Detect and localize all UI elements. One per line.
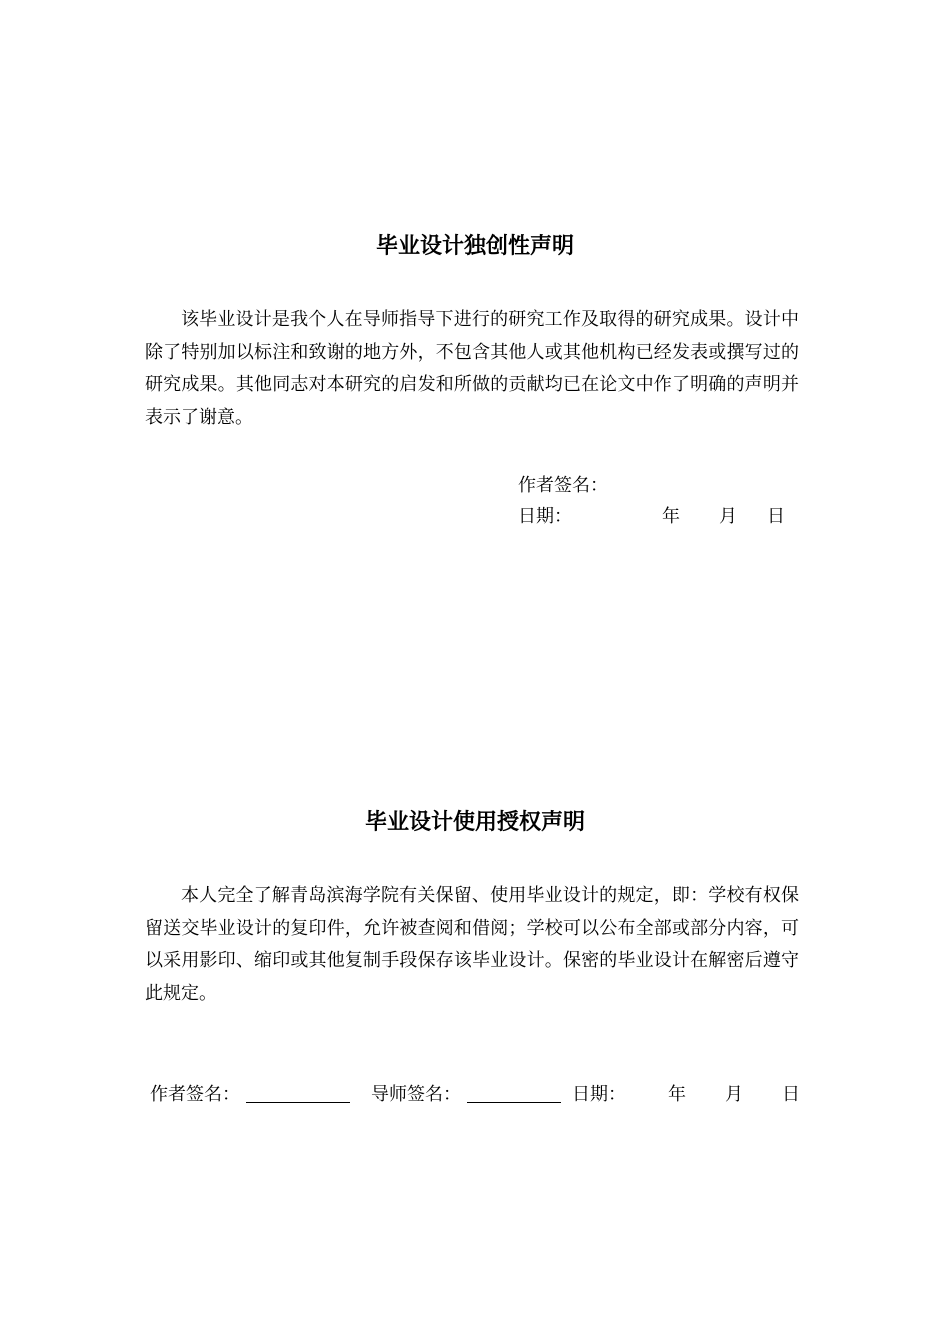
month-label: 月 (725, 1084, 743, 1105)
originality-signature-block (518, 470, 808, 532)
authorization-body: 本人完全了解青岛滨海学院有关保留、使用毕业设计的规定，即：学校有权保留送交毕业设计的复印件，允许被查阅和借阅；学校可以公布全部或部分内容，可以采用影印、缩印或其他复制手段保存该毕业设计。保密的毕业设计在解密后遵守此规定。 (145, 885, 799, 1004)
advisor-signature-label: 导师签名： (371, 1084, 461, 1105)
year-label: 年 (668, 1084, 686, 1105)
authorization-title: 毕业设计使用授权声明 (364, 810, 585, 835)
author-signature-underline (246, 1102, 350, 1103)
authorization-signature-row (0, 1080, 950, 1110)
month-label: 月 (719, 506, 737, 527)
date-label: 日期： (518, 506, 572, 527)
originality-body: 该毕业设计是我个人在导师指导下进行的研究工作及取得的研究成果。设计中除了特别加以标注和致谢的地方外，不包含其他人或其他机构已经发表或撰写过的研究成果。其他同志对本研究的启发和所做的贡献均已在论文中作了明确的声明并表示了谢意。 (145, 309, 799, 428)
advisor-signature-underline (467, 1102, 561, 1103)
day-label: 日 (767, 506, 785, 527)
originality-title: 毕业设计独创性声明 (375, 234, 574, 259)
day-label: 日 (782, 1084, 800, 1105)
date-label: 日期： (572, 1084, 626, 1105)
author-signature-label: 作者签名： (150, 1084, 240, 1105)
date-line (518, 501, 808, 532)
year-label: 年 (662, 506, 680, 527)
author-signature-label: 作者签名： (518, 475, 608, 496)
author-signature-line (518, 470, 808, 501)
